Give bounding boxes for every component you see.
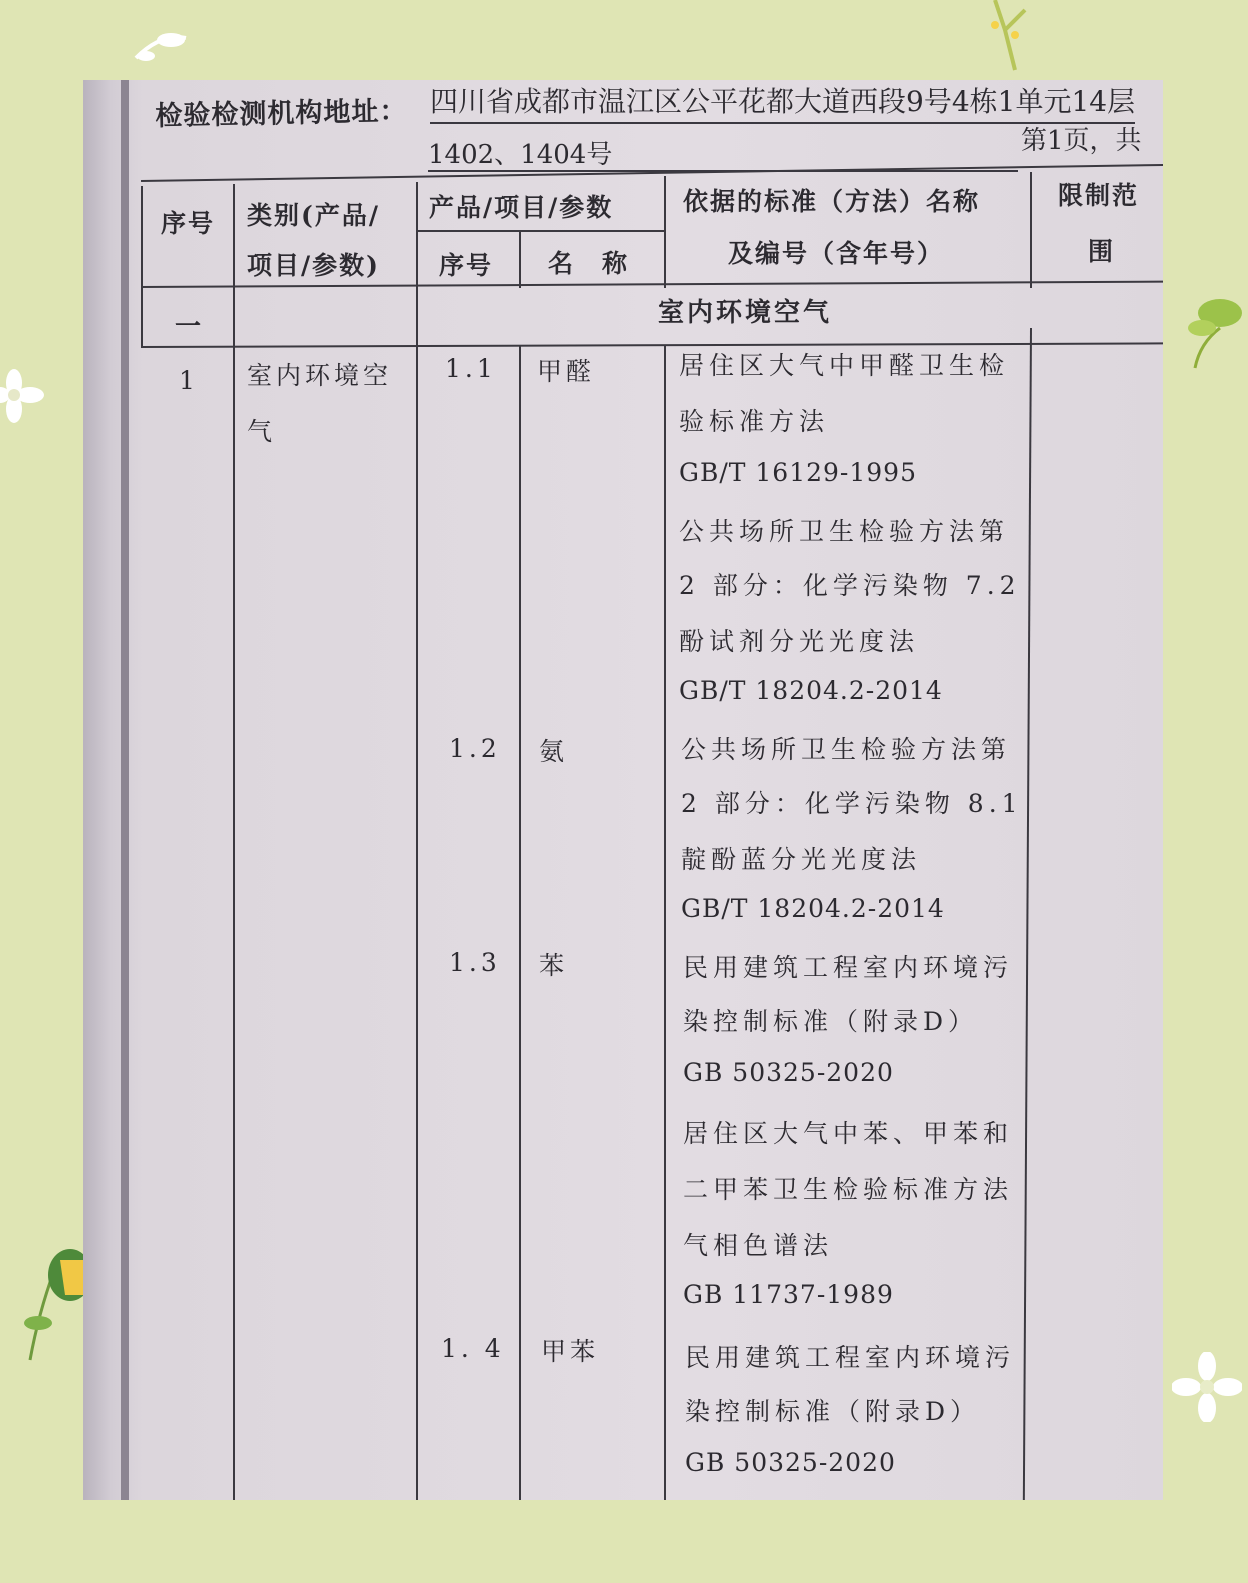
row-seq: 1 xyxy=(179,366,199,395)
flower-icon xyxy=(0,365,60,445)
standard-code: GB/T 16129-1995 xyxy=(679,458,917,487)
col-product-group-header: 产品/项目/参数 xyxy=(429,193,614,222)
column-rule xyxy=(664,346,666,1500)
standard-line: 酚试剂分光光度法 xyxy=(679,627,920,656)
flower-icon xyxy=(1172,1352,1242,1422)
green-leaf-icon xyxy=(1180,288,1248,378)
section-number: 一 xyxy=(175,312,205,342)
table-top-border xyxy=(141,164,1163,182)
column-rule xyxy=(233,184,235,1500)
column-rule xyxy=(416,346,418,1500)
standard-line: 民用建筑工程室内环境污 xyxy=(685,1343,1016,1372)
standard-line: 民用建筑工程室内环境污 xyxy=(683,953,1014,982)
standard-line: 染控制标准（附录D） xyxy=(685,1397,981,1426)
item-number: 1.2 xyxy=(449,734,501,763)
standard-code: GB 11737-1989 xyxy=(683,1280,894,1309)
subheader-rule xyxy=(416,230,664,232)
standard-line: 验标准方法 xyxy=(679,407,830,436)
standard-code: GB/T 18204.2-2014 xyxy=(679,676,943,705)
item-number: 1. 4 xyxy=(441,1334,505,1363)
section-bottom-rule xyxy=(141,342,1163,348)
column-rule xyxy=(664,176,666,288)
col-limit-header-line2: 围 xyxy=(1088,237,1116,266)
standard-line: 公共场所卫生检验方法第 xyxy=(681,735,1012,764)
standard-line: 2 部分：化学污染物 7.2 xyxy=(679,571,1021,600)
column-rule xyxy=(141,186,143,348)
standard-line: 二甲苯卫生检验标准方法 xyxy=(683,1175,1014,1204)
standards-table xyxy=(83,80,1163,1500)
col-limit-header-line1: 限制范 xyxy=(1058,181,1140,210)
standard-line: 居住区大气中甲醛卫生检 xyxy=(679,351,1010,380)
bell-flower-icon xyxy=(20,1235,84,1365)
standard-line: 居住区大气中苯、甲苯和 xyxy=(683,1119,1014,1148)
standard-line: 染控制标准（附录D） xyxy=(683,1007,979,1036)
address-label: 检验检测机构地址： xyxy=(155,95,408,132)
item-number: 1.1 xyxy=(445,354,497,383)
flower-stem-icon xyxy=(975,0,1045,80)
standard-line: 气相色谱法 xyxy=(683,1231,834,1260)
col-standard-header-line1: 依据的标准（方法）名称 xyxy=(683,187,981,216)
document-page xyxy=(83,80,1163,1500)
standard-line: 2 部分：化学污染物 8.1 xyxy=(681,789,1023,818)
item-name: 甲醛 xyxy=(537,357,596,386)
col-category-header-line2: 项目/参数) xyxy=(247,251,380,280)
standard-code: GB 50325-2020 xyxy=(683,1058,894,1087)
column-rule xyxy=(1030,172,1032,288)
standard-code: GB/T 18204.2-2014 xyxy=(681,894,945,923)
col-seq-header: 序号 xyxy=(161,209,216,238)
address-line-1: 四川省成都市温江区公平花都大道西段9号4栋1单元14层 xyxy=(430,80,1135,124)
standard-code: GB 50325-2020 xyxy=(685,1448,896,1477)
column-rule xyxy=(519,230,521,288)
col-sub-name-header: 名 称 xyxy=(548,249,630,278)
item-name: 苯 xyxy=(539,951,569,980)
col-standard-header-line2: 及编号（含年号） xyxy=(728,239,945,268)
col-sub-seq-header: 序号 xyxy=(439,251,494,280)
item-name: 氨 xyxy=(539,737,569,766)
address-line-2: 1402、1404号 xyxy=(428,140,613,170)
standard-line: 公共场所卫生检验方法第 xyxy=(679,517,1010,546)
column-rule xyxy=(519,346,521,1500)
row-category-line2: 气 xyxy=(247,417,277,446)
row-category-line1: 室内环境空 xyxy=(247,361,393,390)
page-number: 第1页，共 xyxy=(1021,126,1142,156)
column-rule xyxy=(1023,328,1032,1500)
column-rule xyxy=(416,182,418,348)
col-category-header-line1: 类别(产品/ xyxy=(247,201,380,230)
leaf-sprout-icon xyxy=(126,28,196,83)
standard-line: 靛酚蓝分光光度法 xyxy=(681,845,922,874)
section-title: 室内环境空气 xyxy=(658,298,833,328)
item-number: 1.3 xyxy=(449,948,501,977)
item-name: 甲苯 xyxy=(541,1337,600,1366)
